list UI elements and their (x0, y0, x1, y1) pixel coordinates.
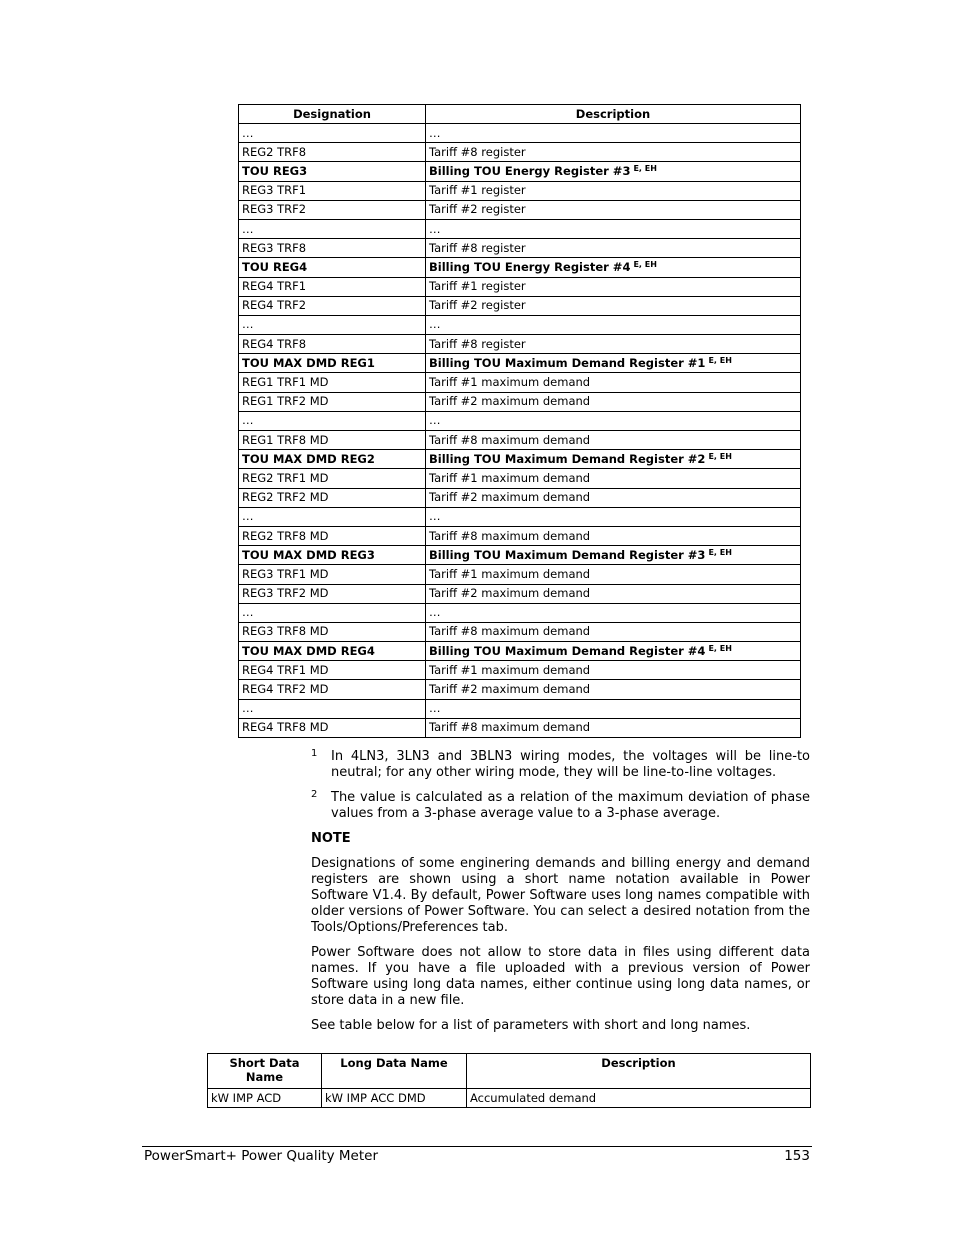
table-row (239, 469, 801, 488)
description-text: Tariff #8 maximum demand (429, 528, 591, 543)
description-cell (426, 450, 801, 469)
header-short-data-name: Short Data Name (208, 1054, 322, 1089)
table-row (239, 603, 801, 622)
description-text: Tariff #2 maximum demand (429, 394, 591, 409)
footer-title: PowerSmart+ Power Quality Meter (144, 1148, 378, 1164)
description-text: Tariff #8 register (429, 144, 526, 159)
description-text: Tariff #2 maximum demand (429, 586, 591, 601)
designation-cell: … (239, 603, 426, 622)
designation-cell: REG3 TRF1 MD (239, 565, 426, 584)
superscript-note: E, EH (633, 259, 657, 269)
description-cell (426, 526, 801, 545)
designation-cell: REG3 TRF2 (239, 200, 426, 219)
description-cell (426, 469, 801, 488)
description-cell (426, 335, 801, 354)
designation-cell: … (239, 699, 426, 718)
table-row (239, 507, 801, 526)
header-description: Description (426, 105, 801, 124)
description-text: Tariff #8 maximum demand (429, 720, 591, 735)
designation-cell: REG4 TRF8 MD (239, 718, 426, 737)
table-row (239, 642, 801, 661)
table-row (239, 373, 801, 392)
table-row (239, 718, 801, 737)
designation-cell: TOU MAX DMD REG4 (239, 642, 426, 661)
footnote-number: 1 (311, 748, 318, 759)
description-cell (426, 124, 801, 143)
description-cell (426, 661, 801, 680)
description-text: … (429, 221, 441, 236)
description-text: Billing TOU Maximum Demand Register #1 (429, 355, 706, 370)
designation-cell: … (239, 411, 426, 430)
footer-rule (142, 1146, 812, 1147)
footnote-text: The value is calculated as a relation of the maximum deviation of phase values from a 3-phase average value to a 3-phase average. (331, 790, 810, 821)
designation-cell: REG3 TRF8 (239, 239, 426, 258)
description-text: Tariff #2 maximum demand (429, 490, 591, 505)
table-row (239, 181, 801, 200)
table-row (239, 431, 801, 450)
designation-cell: REG2 TRF2 MD (239, 488, 426, 507)
table-row (208, 1089, 811, 1108)
description-cell (426, 162, 801, 181)
description-text: Tariff #1 maximum demand (429, 470, 591, 485)
description-text: … (429, 605, 441, 620)
description-cell (426, 258, 801, 277)
footnote-text: In 4LN3, 3LN3 and 3BLN3 wiring modes, the voltages will be line-to neutral; for any other wiring mode, they will be line-to-line voltages. (331, 749, 810, 780)
designation-cell: REG4 TRF2 MD (239, 680, 426, 699)
description-text: Tariff #1 maximum demand (429, 375, 591, 390)
description-cell (426, 699, 801, 718)
superscript-note: E, EH (708, 643, 732, 653)
footnote-1 (311, 749, 810, 781)
description-text: … (429, 413, 441, 428)
designation-cell: … (239, 315, 426, 334)
description-cell (426, 584, 801, 603)
table-row (239, 622, 801, 641)
table-row (239, 661, 801, 680)
designation-cell: REG4 TRF1 (239, 277, 426, 296)
designation-cell: TOU REG4 (239, 258, 426, 277)
description-cell (426, 181, 801, 200)
data-names-table (207, 1053, 811, 1108)
designation-cell: REG4 TRF1 MD (239, 661, 426, 680)
table-row (239, 162, 801, 181)
description-text: Tariff #8 maximum demand (429, 624, 591, 639)
table-row (239, 335, 801, 354)
table-row (239, 699, 801, 718)
designation-cell: REG3 TRF1 (239, 181, 426, 200)
description-text: … (429, 317, 441, 332)
designation-cell: REG3 TRF8 MD (239, 622, 426, 641)
table-row (239, 219, 801, 238)
designation-cell: TOU REG3 (239, 162, 426, 181)
description-cell (426, 219, 801, 238)
table-row (239, 124, 801, 143)
description-text: Billing TOU Maximum Demand Register #2 (429, 451, 706, 466)
designation-cell: REG2 TRF8 (239, 143, 426, 162)
description-cell (426, 411, 801, 430)
description-text: Tariff #2 register (429, 202, 526, 217)
designation-cell: … (239, 124, 426, 143)
short-name-cell: kW IMP ACD (208, 1089, 322, 1108)
header-long-data-name: Long Data Name (322, 1054, 467, 1089)
designation-cell: … (239, 219, 426, 238)
description-text: … (429, 125, 441, 140)
table-row (239, 277, 801, 296)
description-text: Tariff #1 register (429, 183, 526, 198)
description-cell (426, 200, 801, 219)
table-row (239, 488, 801, 507)
description-cell (426, 143, 801, 162)
description-cell (426, 392, 801, 411)
description-cell (426, 507, 801, 526)
superscript-note: E, EH (633, 163, 657, 173)
designation-cell: REG2 TRF1 MD (239, 469, 426, 488)
designation-table (238, 104, 801, 738)
description-text: Tariff #8 register (429, 336, 526, 351)
description-text: Billing TOU Energy Register #4 (429, 259, 631, 274)
header-description: Description (467, 1054, 811, 1089)
table-row (239, 200, 801, 219)
description-text: Tariff #1 maximum demand (429, 566, 591, 581)
table-row (239, 258, 801, 277)
description-cell (426, 373, 801, 392)
description-cell (426, 680, 801, 699)
designation-cell: REG1 TRF1 MD (239, 373, 426, 392)
designation-cell: REG2 TRF8 MD (239, 526, 426, 545)
header-designation: Designation (239, 105, 426, 124)
page-number: 153 (784, 1148, 810, 1164)
notes-section (311, 749, 810, 1043)
description-cell (426, 296, 801, 315)
description-cell (426, 642, 801, 661)
description-text: Tariff #2 register (429, 298, 526, 313)
table-header-row (208, 1054, 811, 1089)
designation-cell: REG4 TRF2 (239, 296, 426, 315)
superscript-note: E, EH (708, 355, 732, 365)
description-cell (426, 718, 801, 737)
superscript-note: E, EH (708, 451, 732, 461)
note-paragraph-1: Designations of some enginering demands and billing energy and demand registers are shown using a short name notation available in Power Software V1.4. By default, Power Software uses long names compatible with older versions of Power Software. You can select a desired notation from the Tools/Options/Preferences tab. (311, 856, 810, 935)
description-cell: Accumulated demand (467, 1089, 811, 1108)
note-paragraph-2: Power Software does not allow to store data in files using different data names. If you have a file uploaded with a previous version of Power Software using long data names, either continue using long data names, or store data in a new file. (311, 945, 810, 1008)
description-cell (426, 565, 801, 584)
table-row (239, 584, 801, 603)
table-row (239, 411, 801, 430)
table-row (239, 450, 801, 469)
long-name-cell: kW IMP ACC DMD (322, 1089, 467, 1108)
designation-cell: TOU MAX DMD REG2 (239, 450, 426, 469)
description-text: Tariff #8 maximum demand (429, 432, 591, 447)
description-cell (426, 603, 801, 622)
description-text: … (429, 509, 441, 524)
description-text: Tariff #1 maximum demand (429, 662, 591, 677)
description-text: Billing TOU Energy Register #3 (429, 163, 631, 178)
footnote-2 (311, 790, 810, 822)
designation-cell: REG1 TRF2 MD (239, 392, 426, 411)
description-cell (426, 277, 801, 296)
description-cell (426, 622, 801, 641)
description-text: Tariff #8 register (429, 240, 526, 255)
description-cell (426, 488, 801, 507)
description-cell (426, 239, 801, 258)
description-cell (426, 431, 801, 450)
table-row (239, 546, 801, 565)
table-row (239, 239, 801, 258)
table-row (239, 680, 801, 699)
description-cell (426, 354, 801, 373)
table-row (239, 315, 801, 334)
designation-cell: TOU MAX DMD REG1 (239, 354, 426, 373)
table-row (239, 143, 801, 162)
description-text: Tariff #2 maximum demand (429, 682, 591, 697)
table-row (239, 526, 801, 545)
table-row (239, 354, 801, 373)
note-paragraph-3: See table below for a list of parameters with short and long names. (311, 1018, 751, 1033)
superscript-note: E, EH (708, 547, 732, 557)
designation-cell: REG4 TRF8 (239, 335, 426, 354)
description-cell (426, 315, 801, 334)
table-row (239, 565, 801, 584)
description-text: Billing TOU Maximum Demand Register #3 (429, 547, 706, 562)
note-title: NOTE (311, 831, 351, 846)
designation-cell: REG3 TRF2 MD (239, 584, 426, 603)
table-row (239, 392, 801, 411)
description-text: … (429, 701, 441, 716)
table-row (239, 296, 801, 315)
table-header-row (239, 105, 801, 124)
designation-cell: TOU MAX DMD REG3 (239, 546, 426, 565)
description-text: Tariff #1 register (429, 279, 526, 294)
description-text: Billing TOU Maximum Demand Register #4 (429, 643, 706, 658)
description-cell (426, 546, 801, 565)
footnote-number: 2 (311, 789, 318, 800)
designation-cell: … (239, 507, 426, 526)
designation-cell: REG1 TRF8 MD (239, 431, 426, 450)
